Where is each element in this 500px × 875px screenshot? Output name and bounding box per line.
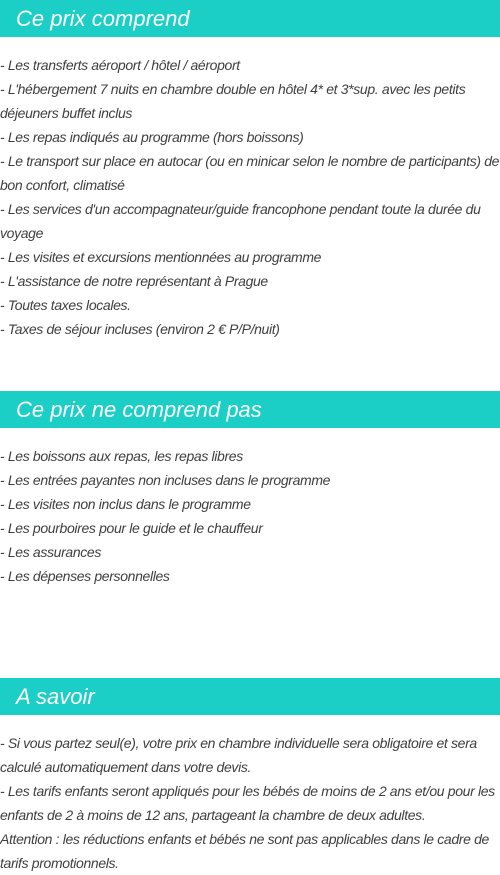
list-item: - Les visites non inclus dans le programme (0, 496, 251, 512)
section-title: Ce prix ne comprend pas (16, 396, 262, 422)
list-item: - Les assurances (0, 544, 102, 560)
section-title: Ce prix comprend (16, 5, 190, 31)
section-header (0, 391, 500, 428)
list-item: - Les visites et excursions mentionnées au programme (0, 249, 322, 265)
section-included (0, 0, 500, 341)
included-list (0, 37, 500, 341)
list-item: - Les entrées payantes non incluses dans le programme (0, 472, 331, 488)
good-to-know-list (0, 715, 500, 875)
list-item: - Les tarifs enfants seront appliqués pour les bébés de moins de 2 ans et/ou pour les enfants de 2 à moins de 12 ans, partageant la chambre de deux adultes. (0, 783, 495, 823)
list-item: - L'hébergement 7 nuits en chambre double en hôtel 4* et 3*sup. avec les petits déjeuners buffet inclus (0, 81, 466, 121)
list-item: - Les repas indiqués au programme (hors boissons) (0, 129, 304, 145)
list-item: - Les dépenses personnelles (0, 568, 170, 584)
section-title: A savoir (16, 683, 95, 709)
section-good-to-know (0, 678, 500, 875)
list-item: - Si vous partez seul(e), votre prix en chambre individuelle sera obligatoire et sera calculé automatiquement dans votre devis. (0, 735, 477, 775)
list-item: - Les boissons aux repas, les repas libres (0, 448, 243, 464)
section-header (0, 0, 500, 37)
list-item: - Les pourboires pour le guide et le chauffeur (0, 520, 263, 536)
list-item: - L'assistance de notre représentant à Prague (0, 273, 268, 289)
list-item: - Taxes de séjour incluses (environ 2 € P/P/nuit) (0, 321, 280, 337)
list-item: - Le transport sur place en autocar (ou en minicar selon le nombre de participants) de bon confort, climatisé (0, 153, 500, 193)
not-included-list (0, 428, 500, 588)
section-header (0, 678, 500, 715)
list-item: - Les services d'un accompagnateur/guide francophone pendant toute la durée du voyage (0, 201, 481, 241)
list-item: Attention : les réductions enfants et bébés ne sont pas applicables dans le cadre de tarifs promotionnels. (0, 831, 489, 871)
section-not-included (0, 391, 500, 588)
list-item: - Les transferts aéroport / hôtel / aéroport (0, 57, 240, 73)
list-item: - Toutes taxes locales. (0, 297, 131, 313)
